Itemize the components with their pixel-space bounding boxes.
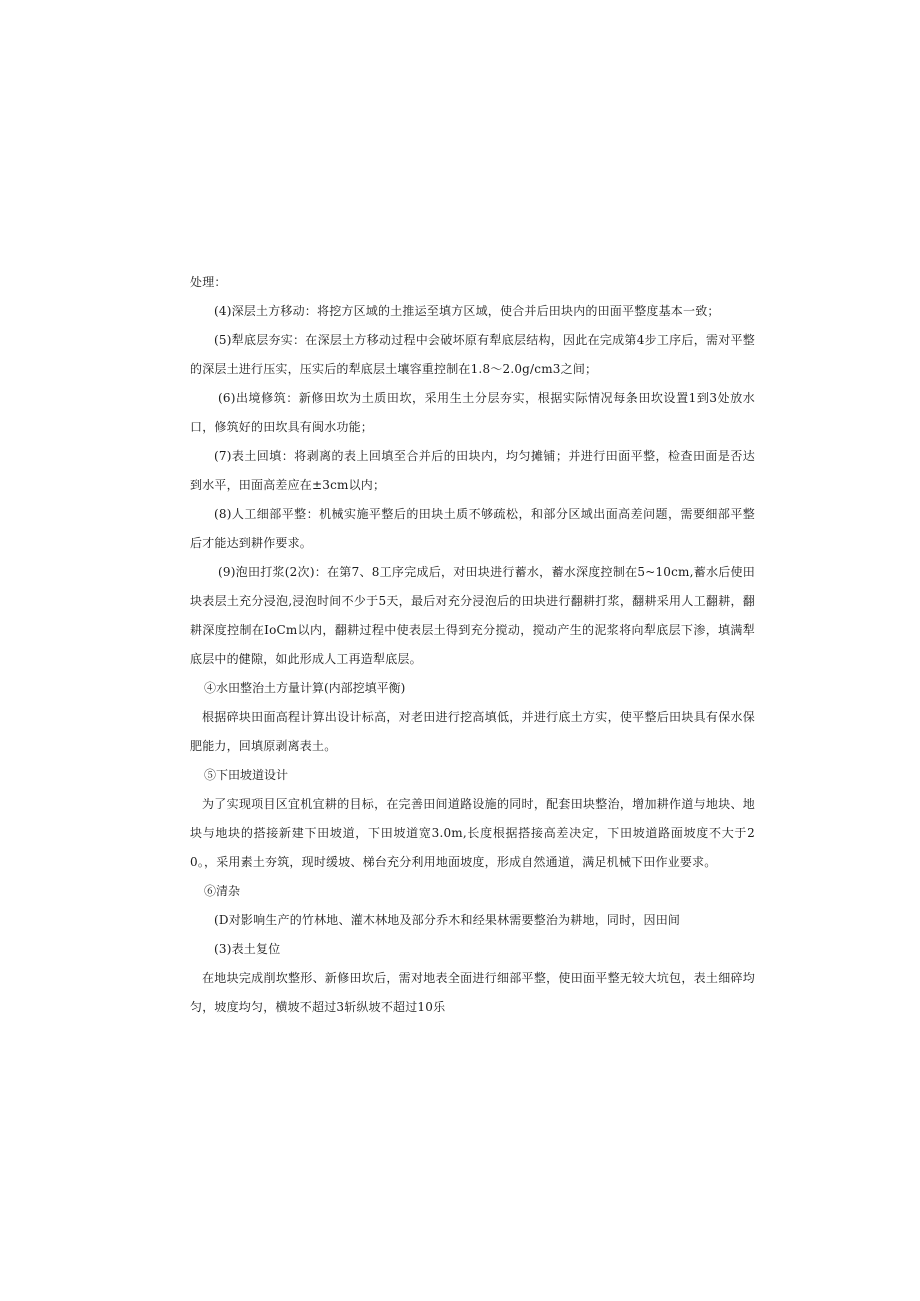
section-heading-ramp: ⑤下田坡道设计 — [204, 768, 289, 782]
section-heading-clearing: ⑥清杂 — [204, 884, 241, 898]
paragraph-step-5: (5)犁底层夯实：在深层土方移动过程中会破坏原有犁底层结构，因此在完成第4步工序后，需对平整的深层土进行压实，压实后的犁底层土壤容重控制在1.8～2.0g/cm3之间； — [190, 333, 755, 376]
paragraph-continuation: 处理： — [190, 275, 227, 289]
document-body — [190, 268, 755, 1022]
paragraph-step-7: (7)表土回填：将剥离的表上回填至合并后的田块内，均匀摊铺；并进行田面平整，检查田面是否达到水平，田面高差应在±3cm以内； — [190, 449, 755, 492]
paragraph-clearing: (D对影响生产的竹林地、灌木林地及部分乔木和经果林需要整治为耕地，同时，因田间 — [214, 913, 681, 927]
paragraph-topsoil: 在地块完成削坎整形、新修田坎后，需对地表全面进行细部平整，使田面平整无较大坑包，表土细碎均匀，坡度均匀，横坡不超过3斩纵坡不超过10乐 — [190, 971, 755, 1014]
paragraph-step-4: (4)深层土方移动：将挖方区域的土推运至填方区域，使合并后田块内的田面平整度基本一致； — [214, 304, 720, 318]
section-heading-earthwork: ④水田整治土方量计算(内部挖填平衡) — [204, 681, 406, 695]
paragraph-earthwork: 根据碎块田面高程计算出设计标高，对老田进行挖高填低，并进行底土方实，使平整后田块具有保水保肥能力，回填原剥离表土。 — [190, 710, 755, 753]
paragraph-step-6: (6)出境修筑：新修田坎为土质田坎，采用生土分层夯实，根据实际情况每条田坎设置1到3处放水口，修筑好的田坎具有闽水功能； — [190, 391, 755, 434]
paragraph-ramp: 为了实现项目区宜机宜耕的目标，在完善田间道路设施的同时，配套田块整治，增加耕作道与地块、地块与地块的搭接新建下田坡道，下田坡道宽3.0m,长度根据搭接高差决定，下田坡道路面坡度不大于20。，采用素土夯筑，现时缓坡、梯台充分利用地面坡度，形成自然通道，满足机械下田作业要求。 — [190, 797, 755, 869]
paragraph-step-9: (9)泡田打浆(2次)：在第7、8工序完成后，对田块进行蓄水，蓄水深度控制在5~10cm,蓄水后使田块表层土充分浸泡,浸泡时间不少于5天，最后对充分浸泡后的田块进行翻耕打浆，翻耕采用人工翻耕，翻耕深度控制在IoCm以内，翻耕过程中使表层土得到充分搅动，搅动产生的泥浆将向犁底层下渗，填满犁底层中的健隙，如此形成人工再造犁底层。 — [190, 565, 755, 666]
section-heading-topsoil: (3)表土复位 — [214, 942, 281, 956]
paragraph-step-8: (8)人工细部平整：机械实施平整后的田块土质不够疏松，和部分区域出面高差问题，需要细部平整后才能达到耕作要求。 — [190, 507, 755, 550]
